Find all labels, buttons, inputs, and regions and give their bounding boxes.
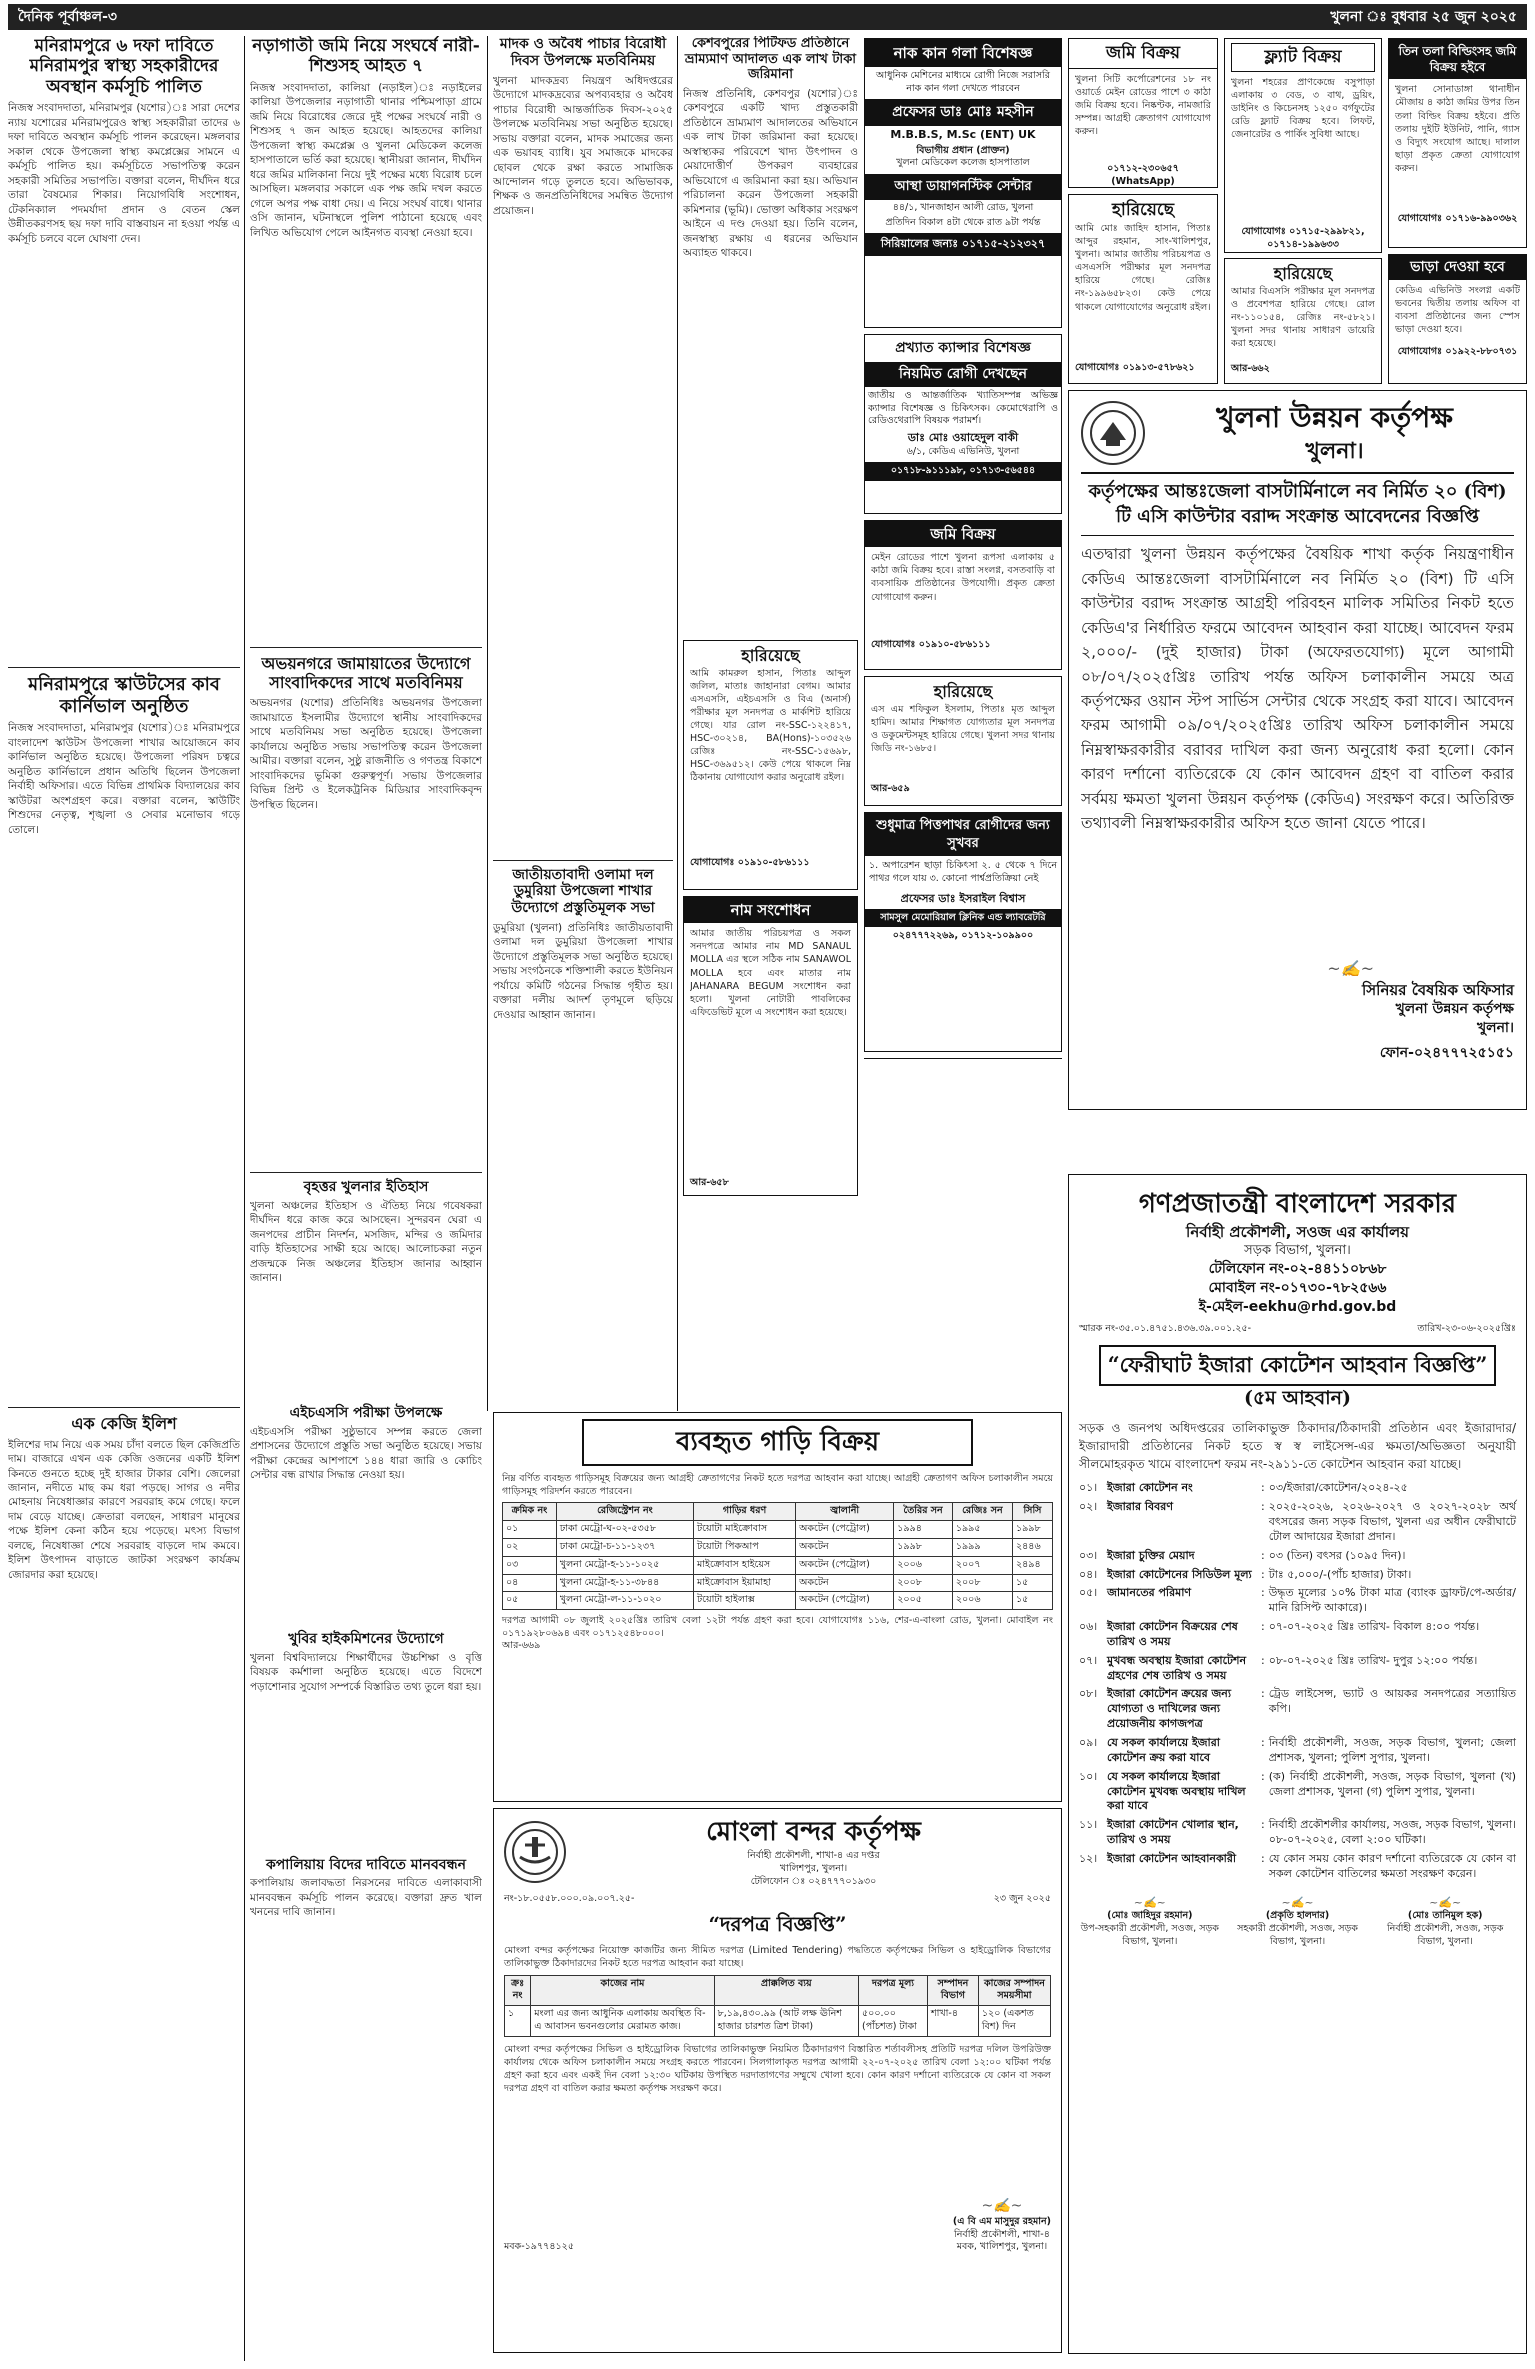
masthead: [8, 4, 1527, 30]
mongla-signer: (এ বি এম মাসুদুর রহমান): [952, 2215, 1051, 2227]
item-colon: :: [1261, 1567, 1265, 1581]
mongla-ref: মবক-১৯৭৭৪১২৫: [504, 2241, 574, 2253]
table-cell: ০৪: [503, 1574, 557, 1592]
item-value: ০৩/ইজারা/কোটেশন/২০২৪-২৫: [1268, 1481, 1408, 1495]
center-name: আস্থা ডায়াগনস্টিক সেন্টার: [865, 174, 1061, 200]
story3-body: খুলনা অঞ্চলের ইতিহাস ও ঐতিহ্য নিয়ে গবেষকরা দীর্ঘদিন ধরে কাজ করে আসছেন। সুন্দরবন ঘেরা এ জনপদের প্রাচীন নিদর্শন, মসজিদ, মন্দির ও জমিদার বাড়ি ইতিহাসের সাক্ষী হয়ে আছে। আলোচকরা নতুন প্রজন্মকে নিজ অঞ্চলের ইতিহাস জানার আহ্বান জানান।: [250, 1199, 482, 1285]
table-cell: টয়োটা হাইলাক্স: [694, 1592, 796, 1610]
gallstone-title: শুধুমাত্র পিত্তপাথর রোগীদের জন্য সুখবর: [865, 813, 1061, 856]
table-cell: অকটেন (পেট্রোল): [796, 1592, 894, 1610]
item-value: নির্বাহী প্রকৌশলী, সওজ, সড়ক বিভাগ, খুলনা; জেলা প্রশাসক, খুলনা; পুলিশ সুপার, খুলনা।: [1268, 1736, 1516, 1764]
item-label: ইজারা কোটেশন নং: [1107, 1481, 1193, 1495]
ad-sub: নিয়মিত রোগী দেখছেন: [865, 362, 1061, 387]
story3-headline: বৃহত্তর খুলনার ইতিহাস: [303, 1179, 429, 1196]
item-value: যে কোন সময় কোন কারণ দর্শানো ব্যতিরেকে যে কোন বা সকল কোটেশন বাতিলের ক্ষমতা সংরক্ষণ করেন।: [1268, 1851, 1516, 1880]
mongla-phone: টেলিফোন ঃ ০২৪৭৭৭০১৯৩০: [750, 1875, 877, 1887]
kda-signature-icon: ~✍~: [1327, 959, 1374, 979]
gov-office: নির্বাহী প্রকৌশলী, সওজ এর কার্যালয়: [1186, 1223, 1409, 1242]
item-label: জামানতের পরিমাণ: [1107, 1586, 1192, 1600]
item-number: ১২।: [1079, 1851, 1098, 1865]
table-cell: ২০০৮: [952, 1574, 1012, 1592]
table-cell: টয়োটা মাইক্রোবাস: [694, 1521, 796, 1539]
list-item: [1079, 1770, 1516, 1815]
car-table-header: গাড়ির ধরণ: [694, 1503, 796, 1521]
item-value: ২০২৫-২০২৬, ২০২৬-২০২৭ ও ২০২৭-২০২৮ অর্থ বৎসরের জন্য সড়ক বিভাগ, খুলনা এর অধীন ফেরীঘাটে টোল আদায়ের ইজারা প্রদান।: [1268, 1500, 1516, 1543]
mongla-signer-place: মবক, খালিশপুর, খুলনা।: [956, 2241, 1048, 2253]
ad-title: প্রখ্যাত ক্যান্সার বিশেষজ্ঞ: [895, 340, 1031, 356]
kda-notice: [1068, 390, 1527, 1110]
table-cell: খুলনা মেট্রো-হ-১১-৩৮৪৪: [556, 1574, 693, 1592]
story1-body: নিজস্ব সংবাদদাতা, মনিরামপুর (যশোর)ঃ সারা দেশের ন্যায় যশোরের মনিরামপুরেও স্বাস্থ্য সহকারীরা তাদের ৬ দফা দাবিতে অবস্থান কর্মসূচি পালন করেছেন। মঙ্গলবার সকাল থেকে উপজেলা স্বাস্থ্য কমপ্লেক্সের সামনে এ কর্মসূচি পালিত হয়। কর্মসূচিতে সভাপতিত্ব করেন সহকারী সমিতির সভাপতি। বক্তারা বলেন, দীর্ঘদিন ধরে তারা বৈষম্যের শিকার। নিয়োগবিধি সংশোধন, টেকনিক্যাল পদমর্যাদা প্রদান ও বেতন স্কেল উন্নীতকরণসহ ছয় দফা দাবি বাস্তবায়ন না হওয়া পর্যন্ত এ কর্মসূচি চলবে বলে ঘোষণা দেন।: [8, 102, 240, 245]
item-number: ০২।: [1079, 1500, 1098, 1514]
sig1-name: (মোঃ জাহিদুর রহমান): [1107, 1910, 1193, 1922]
doctor-address: ৬/১, কেডিএ এভিনিউ, খুলনা: [906, 446, 1020, 458]
item-label: যে সকল কার্যালয়ে ইজারা কোটেশন ক্রয় করা যাবে: [1107, 1736, 1220, 1764]
lost-body: আমার বিএসসি পরীক্ষার মূল সনদপত্র ও প্রবেশপত্র হারিয়ে গেছে। রোল নং-১১০১৫৪, রেজিঃ নং-৫৮২১। খুলনা সদর থানায় সাধারণ ডায়েরি করা হয়েছে।: [1231, 285, 1375, 350]
rent-body: কেডিএ এভিনিউ সংলগ্ন একটি ভবনের দ্বিতীয় তলায় অফিস বা ব্যবসা প্রতিষ্ঠানের জন্য স্পেস ভাড়া দেওয়া হবে।: [1395, 284, 1520, 336]
table-cell: ১৫: [1012, 1574, 1052, 1592]
story2-body: অভয়নগর (যশোর) প্রতিনিধিঃ অভয়নগর উপজেলা জামায়াতে ইসলামীর উদ্যোগে স্থানীয় সাংবাদিকদের সাথে মতবিনিময় সভা অনুষ্ঠিত হয়েছে। উপজেলা কার্যালয়ে অনুষ্ঠিত সভায় সভাপতিত্ব করেন উপজেলা আমীর। বক্তারা বলেন, সুষ্ঠু রাজনীতি ও গণতন্ত্র বিকাশে সাংবাদিকদের ভূমিকা গুরুত্বপূর্ণ। সভায় উপজেলার বিভিন্ন প্রিন্ট ও ইলেকট্রনিক মিডিয়ার সাংবাদিকবৃন্দ উপস্থিত ছিলেন।: [250, 697, 482, 811]
flat-title: ফ্ল্যাট বিক্রয়: [1231, 43, 1375, 72]
list-item: [1079, 1620, 1516, 1650]
table-row: [505, 2006, 1051, 2037]
table-cell: ২৪৯৪: [1012, 1556, 1052, 1574]
mongla-city: খালিশপুর, খুলনা।: [779, 1862, 848, 1874]
table-cell: মাইক্রোবাস ইয়ামাহা: [694, 1574, 796, 1592]
list-item: [1079, 1687, 1516, 1732]
land-body: খুলনা সিটি কর্পোরেশনের ১৮ নং ওয়ার্ডে মেইন রোডের পাশে ৩ কাঠা জমি বিক্রয় হবে। নিষ্কণ্টক, নামজারি সম্পন্ন। আগ্রহী ক্রেতাগণ যোগাযোগ করুন।: [1075, 73, 1211, 138]
story1-body: নিজস্ব প্রতিনিধি, কেশবপুর (যশোর)ঃ কেশবপুরে একটি খাদ্য প্রস্তুতকারী প্রতিষ্ঠানে ভ্রাম্যমাণ আদালতের অভিযানে এক লাখ টাকা জরিমানা করা হয়েছে। অস্বাস্থ্যকর পরিবেশে খাদ্য উৎপাদন ও মেয়াদোত্তীর্ণ উপকরণ ব্যবহারের অভিযোগে এ জরিমানা করা হয়। অভিযান পরিচালনা করেন উপজেলা সহকারী কমিশনার (ভূমি)। ভোক্তা অধিকার সংরক্ষণ আইনে এ দণ্ড দেওয়া হয়। তিনি বলেন, জনস্বাস্থ্য রক্ষায় এ ধরনের অভিযান অব্যাহত থাকবে।: [683, 87, 858, 260]
land-title: জমি বিক্রয়: [865, 521, 1061, 547]
correction-title: নাম সংশোধন: [684, 897, 857, 923]
table-cell: অকটেন (পেট্রোল): [796, 1521, 894, 1539]
doctor-degrees: M.B.B.S, M.Sc (ENT) UK: [890, 127, 1036, 141]
item-colon: :: [1261, 1500, 1265, 1514]
item-colon: :: [1261, 1653, 1265, 1667]
list-item: [1079, 1481, 1516, 1496]
doctor-college: খুলনা মেডিকেল কলেজ হাসপাতাল: [896, 157, 1030, 169]
item-colon: :: [1261, 1620, 1265, 1634]
lost-notice-4: [1224, 258, 1382, 384]
gov-items-list: [1079, 1481, 1516, 1881]
table-cell: ০৫: [503, 1592, 557, 1610]
table-cell: ১২০ (একশত বিশ) দিন: [978, 2006, 1050, 2037]
mongla-signature-icon: ~✍~: [981, 2197, 1023, 2214]
table-cell: মংলা এর জন্য আধুনিক এলাকায় অবস্থিত বি-এ আবাসন ভবনগুলোর মেরামত কাজ।: [531, 2006, 714, 2037]
sig2-title: সহকারী প্রকৌশলী, সওজ, সড়ক বিভাগ, খুলনা।: [1237, 1923, 1358, 1948]
item-number: ০৬।: [1079, 1620, 1098, 1634]
kda-logo-icon: [1081, 401, 1145, 465]
table-cell: ১৯৯৪: [894, 1521, 953, 1539]
land-body: মেইন রোডের পাশে খুলনা রূপসা এলাকায় ৫ কাঠা জমি বিক্রয় হবে। রাস্তা সংলগ্ন, বসতবাড়ি বা ব্যবসায়িক প্রতিষ্ঠানের উপযোগী। প্রকৃত ক্রেতা যোগাযোগ করুন।: [871, 552, 1055, 603]
flat-sale-ad: [1224, 38, 1382, 253]
item-number: ০১।: [1079, 1481, 1098, 1495]
table-cell: ঢাকা মেট্রো-ঘ-০২-৫৩৫৮: [556, 1521, 693, 1539]
gov-email: ই-মেইল-eekhu@rhd.gov.bd: [1198, 1298, 1397, 1315]
sig3-name: (মোঃ তানিমুল হক): [1407, 1910, 1483, 1922]
table-cell: ২০০৮: [894, 1574, 953, 1592]
gov-mobile: মোবাইল নং-০১৭৩০-৭৮২৫৬৬: [1208, 1279, 1387, 1296]
cancer-doctor-ad: [864, 334, 1062, 514]
story1-body: খুলনা মাদকদ্রব্য নিয়ন্ত্রণ অধিদপ্তরের উদ্যোগে মাদকদ্রব্যের অপব্যবহার ও অবৈধ পাচার বিরোধী আন্তর্জাতিক দিবস-২০২৫ উপলক্ষে মতবিনিময় সভা অনুষ্ঠিত হয়েছে। সভায় বক্তারা বলেন, মাদক সমাজের জন্য এক ভয়াবহ ব্যাধি। যুব সমাজকে মাদকের ছোবল থেকে রক্ষা করতে সামাজিক আন্দোলন গড়ে তুলতে হবে। অভিভাবক, শিক্ষক ও জনপ্রতিনিধিদের সমন্বিত উদ্যোগ প্রয়োজন।: [493, 74, 673, 217]
item-value: ০৮-০৭-২০২৫ খ্রিঃ তারিখ- দুপুর ১২:০০ পর্যন্ত।: [1268, 1653, 1478, 1667]
center-hours: প্রতিদিন বিকাল ৪টা থেকে রাত ৯টা পর্যন্ত: [885, 216, 1041, 228]
used-car-sale-notice: [493, 1412, 1062, 1802]
lost-notice-3: [864, 676, 1062, 806]
table-cell: খুলনা মেট্রো-ল-১১-১০২০: [556, 1592, 693, 1610]
doctor-dept: বিভাগীয় প্রধান (প্রাক্তন): [916, 144, 1010, 156]
mongla-title: মোংলা বন্দর কর্তৃপক্ষ: [706, 1817, 921, 1847]
ent-doctor-ad: [864, 38, 1062, 328]
mongla-notice-title: “দরপত্র বিজ্ঞপ্তি”: [708, 1912, 847, 1937]
item-label: ইজারার বিবরণ: [1107, 1500, 1173, 1514]
land-phone: যোগাযোগঃ ০১৯১০-৫৮৬১১১: [871, 639, 991, 651]
car-table-header: সিসি: [1012, 1503, 1052, 1521]
tender-table-header: সম্পাদন বিভাগ: [928, 1975, 979, 2006]
lost-notice-1: [683, 640, 858, 890]
item-label: ইজারা কোটেশন আহবানকারী: [1107, 1851, 1237, 1865]
car-sale-table: [502, 1502, 1053, 1610]
item-number: ০৩।: [1079, 1548, 1098, 1562]
gov-memo: স্মারক নং-৩৫.০১.৪৭৫১.৪৩৬.৩৯.০০১.২৫-: [1079, 1322, 1252, 1334]
gov-title: গণপ্রজাতন্ত্রী বাংলাদেশ সরকার: [1138, 1189, 1457, 1219]
mongla-port-logo-icon: [504, 1821, 566, 1883]
list-item: [1079, 1818, 1516, 1848]
table-row: [503, 1574, 1053, 1592]
tender-table-header: দরপত্র মূল্য: [859, 1975, 928, 2006]
lost-ref: আর-৬৬২: [1231, 362, 1270, 374]
gov-notice-sub: (৫ম আহবান): [1243, 1386, 1352, 1409]
paper-name: দৈনিক পূর্বাঞ্চল-৩: [18, 8, 117, 25]
kda-title: খুলনা উন্নয়ন কর্তৃপক্ষ: [1216, 401, 1453, 434]
table-cell: ১৯৯৫: [952, 1521, 1012, 1539]
item-label: মুখবন্ধ অবস্থায় ইজারা কোটেশন গ্রহণের শেষ তারিখ ও সময়: [1107, 1653, 1247, 1682]
tender-table-header: প্রাক্কলিত ব্যয়: [714, 1975, 858, 2006]
mongla-intro: মোংলা বন্দর কর্তৃপক্ষের নিয়োক্ত কাজটির জন্য সীমিত দরপত্র (Limited Tendering) পদ্ধতিতে কর্তৃপক্ষের সিভিল ও হাইড্রোলিক বিভাগের তালিকাভুক্ত ঠিকাদারদের নিকট হতে দরপত্র আহবান করা যাচ্ছে।: [504, 1945, 1051, 1970]
column-1: [8, 36, 240, 2356]
column-3: [493, 36, 673, 1406]
item-value: উদ্ধৃত মূল্যের ১০% টাকা মাত্র (ব্যাংক ড্রাফট/পে-অর্ডার/মানি রিসিপ্ট আকারে)।: [1268, 1586, 1516, 1615]
car-sale-intro: নিম্ন বর্ণিত ব্যবহৃত গাড়িসমূহ বিক্রয়ের জন্য আগ্রহী ক্রেতাগণের নিকট হতে দরপত্র আহবান করা যাচ্ছে। আগ্রহী ক্রেতাগণ অফিস চলাকালীন সময়ে গাড়িসমূহ পরিদর্শন করতে পারবেন।: [502, 1473, 1053, 1498]
sig1-title: উপ-সহকারী প্রকৌশলী, সওজ, সড়ক বিভাগ, খুলনা।: [1080, 1923, 1219, 1948]
building-title: তিন তলা বিল্ডিংসহ জমি বিক্রয় হইবে: [1389, 39, 1526, 79]
lost-phone: যোগাযোগঃ ০১৯১০-৫৮৬১১১: [690, 856, 810, 868]
story1-headline: কেশবপুরের পিটিফড প্রতিষ্ঠানে ভ্রাম্যমাণ আদালত এক লাখ টাকা জরিমানা: [684, 36, 857, 83]
item-colon: :: [1261, 1851, 1265, 1865]
story4-headline: এইচএসসি পরীক্ষা উপলক্ষে: [289, 1404, 443, 1421]
story3-body: ইলিশের দাম নিয়ে এক সময় চাঁদা বলতে ছিল কেজিপ্রতি দাম। বাজারে এখন এক কেজি ওজনের একটি ইলিশ কিনতে গুনতে হচ্ছে দুই হাজার টাকার বেশি। জেলেরা জানান, নদীতে মাছ কম ধরা পড়ছে। সাগর ও নদীর মোহনায় নিষেধাজ্ঞার কারণে সরবরাহ কমে গেছে। ফলে দাম বেড়ে যাচ্ছে। ক্রেতারা বলছেন, সাধারণ মানুষের পক্ষে ইলিশ কেনা কঠিন হয়ে পড়েছে। মৎস্য বিভাগ বলছে, নিষেধাজ্ঞা শেষে সরবরাহ বাড়লে দাম কমবে। ইলিশ উৎপাদন বাড়াতে জাটকা সংরক্ষণ কার্যক্রম জোরদার করা হয়েছে।: [8, 1438, 240, 1581]
mongla-signer-title: নির্বাহী প্রকৌশলী, শাখা-৪: [954, 2228, 1050, 2240]
table-row: [503, 1556, 1053, 1574]
sig3-signature-icon: ~✍~: [1429, 1895, 1462, 1909]
table-cell: ১৯৯৮: [1012, 1521, 1052, 1539]
lost-ref: আর-৬৫৯: [871, 782, 910, 794]
lost-title: হারিয়েছে: [1111, 200, 1175, 220]
rent-title: ভাড়া দেওয়া হবে: [1389, 255, 1526, 280]
item-label: ইজারা চুক্তির মেয়াদ: [1107, 1548, 1195, 1562]
kda-subject: কর্তৃপক্ষের আন্তঃজেলা বাসটার্মিনালে নব নির্মিত ২০ (বিশ) টি এসি কাউন্টার বরাদ্দ সংক্রান্ত আবেদনের বিজ্ঞপ্তি: [1088, 481, 1507, 527]
sig2-signature-icon: ~✍~: [1281, 1895, 1314, 1909]
item-colon: :: [1261, 1548, 1265, 1562]
tender-table-header: কাজের সম্পাদন সময়সীমা: [978, 1975, 1050, 2006]
story6-body: কপালিয়ায় জলাবদ্ধতা নিরসনের দাবিতে এলাকাবাসী মানববন্ধন কর্মসূচি পালন করেছে। বক্তারা দ্রুত খাল খননের দাবি জানান।: [250, 1877, 482, 1919]
table-cell: ঢাকা মেট্রো-চ-১১-১২৩৭: [556, 1538, 693, 1556]
doctor-phone: ০১৭১৮-৯১১১৯৮, ০১৭১৩-৫৬৫৪৪: [865, 462, 1061, 481]
car-table-header: জ্বালানী: [796, 1503, 894, 1521]
item-value: (ক) নির্বাহী প্রকৌশলী, সওজ, সড়ক বিভাগ, খুলনা (খ) জেলা প্রশাসক, খুলনা (গ) পুলিশ সুপার, খুলনা।: [1268, 1769, 1516, 1798]
lost-phone: যোগাযোগঃ ০১৯১৩-৫৭৮৬২১: [1075, 361, 1195, 373]
kda-signer: সিনিয়র বৈষয়িক অফিসার: [1361, 980, 1514, 999]
item-number: ১১।: [1079, 1818, 1098, 1832]
tender-table-header: ক্রঃ নং: [505, 1975, 531, 2006]
story2-headline: জাতীয়তাবাদী ওলামা দল ডুমুরিয়া উপজেলা শাখার উদ্যোগে প্রস্তুতিমূলক সভা: [511, 866, 655, 917]
lost-title: হারিয়েছে: [741, 646, 800, 665]
lost-body: এস এম শফিকুল ইসলাম, পিতাঃ মৃত আব্দুল হামিদ। আমার শিক্ষাগত যোগ্যতার মূল সনদপত্র ও ডকুমেন্টসমূহ হারিয়ে গেছে। খুলনা সদর থানায় জিডি নং-১৬৮৫।: [871, 703, 1055, 754]
item-number: ০৮।: [1079, 1687, 1098, 1701]
table-cell: ২০০৫: [894, 1592, 953, 1610]
doctor-name: প্রফেসর ডাঃ মোঃ মহসীন: [865, 99, 1061, 126]
item-colon: :: [1261, 1818, 1265, 1832]
column-2: [250, 36, 482, 2356]
car-table-header: রেজিঃ সন: [952, 1503, 1012, 1521]
rhd-ferry-notice: [1068, 1174, 1527, 2354]
item-label: ইজারা কোটেশন বিক্রয়ের শেষ তারিখ ও সময়: [1107, 1620, 1238, 1648]
kda-org: খুলনা উন্নয়ন কর্তৃপক্ষ: [1395, 1000, 1514, 1017]
table-cell: ৮,১৯,৪৩০.৯৯ (আট লক্ষ ঊনিশ হাজার চারশত ত্রিশ টাকা): [714, 2006, 858, 2037]
story2-headline: অভয়নগরে জামায়াতের উদ্যোগে সাংবাদিকদের সাথে মতবিনিময়: [261, 653, 471, 692]
table-cell: ৫০০.০০ (পাঁচশত) টাকা: [859, 2006, 928, 2037]
rent-ad: [1388, 254, 1527, 384]
sig1-signature-icon: ~✍~: [1133, 1895, 1166, 1909]
item-value: নির্বাহী প্রকৌশলীর কার্যালয়, সওজ, সড়ক বিভাগ, খুলনা। ০৮-০৭-২০২৫, বেলা ২:০০ ঘটিকা।: [1268, 1818, 1516, 1847]
table-cell: মাইক্রোবাস হাইয়েস: [694, 1556, 796, 1574]
dateline: খুলনা ঃ বুধবার ২৫ জুন ২০২৫: [1330, 8, 1517, 25]
item-number: ০৪।: [1079, 1567, 1098, 1581]
mongla-port-notice: [493, 1808, 1062, 2353]
table-cell: ০৩: [503, 1556, 557, 1574]
item-label: ইজারা কোটেশন খোলার স্থান, তারিখ ও সময়: [1107, 1818, 1239, 1847]
gallstone-center: সামসুল মেমোরিয়াল ক্লিনিক এন্ড ল্যাবরেটরি: [865, 909, 1061, 928]
table-cell: শাখা-৪: [928, 2006, 979, 2037]
mongla-tender-table: [504, 1975, 1051, 2037]
kda-phone: ফোন-০২৪৭৭৭২৫১৫১: [1379, 1044, 1514, 1061]
gallstone-phone: ০২৪৭৭৭২২৬৯, ০১৭১২-১০৯৯০০: [892, 930, 1034, 942]
list-item: [1079, 1654, 1516, 1684]
story1-headline: নড়াগাতী জমি নিয়ে সংঘর্ষে নারী-শিশুসহ আহত ৭: [252, 36, 480, 77]
gallstone-ad: [864, 812, 1062, 1052]
ad-sub: আধুনিক মেশিনের মাধ্যমে রোগী নিজে সরাসরি নাক কান গলা দেখতে পারবেন: [876, 70, 1050, 95]
item-colon: :: [1261, 1586, 1265, 1600]
kda-body: এতদ্বারা খুলনা উন্নয়ন কর্তৃপক্ষের বৈষয়িক শাখা কর্তৃক নিয়ন্ত্রণাধীন কেডিএ আন্তঃজেলা বাসটার্মিনালে নব নির্মিত ২০ (বিশ) টি এসি কাউন্টার বরাদ্দ সংক্রান্ত আগ্রহী পরিবহন মালিক সমিতির নিকট হতে কেডিএ'র নির্ধারিত ফরমে আবেদন আহবান করা যাচ্ছে। আবেদন ফরম ২,০০০/- (দুই হাজার) টাকা (অফেরতযোগ্য) মূলে আগামী ০৮/০৭/২০২৫খ্রিঃ তারিখ পর্যন্ত অফিস চলাকালীন সময়ে অত্র কর্তৃপক্ষের ওয়ান স্টপ সার্ভিস সেন্টার থেকে সংগ্রহ করা যাবে। আবেদন ফরম আগামী ০৯/০৭/২০২৫খ্রিঃ তারিখ অফিস চলাকালীন সময়ে নিম্নস্বাক্ষরকারীর বরাবর দাখিল করা জন্য অনুরোধ করা হলো। কোন কারণ দর্শানো ব্যতিরেকে যে কোন আবেদন গ্রহণ বা বাতিল করার সর্বময় ক্ষমতা খুলনা উন্নয়ন কর্তৃপক্ষ (কেডিএ) সংরক্ষণ করে। অতিরিক্ত তথ্যাবলী নিম্নস্বাক্ষরকারীর অফিস হতে জানা যেতে পারে।: [1081, 545, 1514, 833]
car-table-header: ক্রমিক নং: [503, 1503, 557, 1521]
gov-intro: সড়ক ও জনপথ অধিদপ্তরের তালিকাভুক্ত ঠিকাদার/ঠিকাদারী প্রতিষ্ঠান এবং ইজারাদার/ইজারাদারী প্রতিষ্ঠানের নিকট হতে স্ব স্ব লাইসেন্স-এর ক্ষমতা/অভিজ্ঞতা অনুযায়ী সীলমোহরকৃত খামে বাংলাদেশ ফরম নং-২৯১১-তে কোটেশন আহবান করা যাচ্ছে।: [1079, 1421, 1516, 1472]
table-cell: অকটেন: [796, 1538, 894, 1556]
table-cell: টয়োটা পিকআপ: [694, 1538, 796, 1556]
item-colon: :: [1261, 1687, 1265, 1701]
table-cell: ০২: [503, 1538, 557, 1556]
lost-body: আমি কামরুল হাসান, পিতাঃ আব্দুল জলিল, মাতাঃ জাহানারা বেগম। আমার এসএসসি, এইচএসসি ও বিএ (অনার্স) পরীক্ষার মূল সনদপত্র ও মার্কশিট হারিয়ে গেছে। যার রোল নং-SSC-১২২৪১৭, HSC-৩০২১৪, BA(Hons)-১০৩৫২৬ রেজিঃ নং-SSC-১৫৬৯৮, HSC-৩৬৯৫১২। কেউ পেয়ে থাকলে নিম্ন ঠিকানায় যোগাযোগ করার অনুরোধ রইল।: [690, 667, 851, 784]
center-address: ৪৪/১, খানজাহান আলী রোড, খুলনা: [892, 201, 1034, 213]
list-item: [1079, 1500, 1516, 1545]
lost-title: হারিয়েছে: [1273, 264, 1333, 283]
column-4: [683, 36, 858, 636]
table-row: [503, 1521, 1053, 1539]
item-number: ০৯।: [1079, 1736, 1098, 1750]
tender-table-header: কাজের নাম: [531, 1975, 714, 2006]
story1-body: নিজস্ব সংবাদদাতা, কালিয়া (নড়াইল)ঃ নড়াইলের কালিয়া উপজেলার নড়াগাতী থানার পশ্চিমপাড়া গ্রামে জমি নিয়ে বিরোধের জেরে দুই পক্ষের সংঘর্ষে নারী ও শিশুসহ ৭ জন আহত হয়েছে। আহতদের কালিয়া উপজেলা স্বাস্থ্য কমপ্লেক্স ও খুলনা মেডিকেল কলেজ হাসপাতালে ভর্তি করা হয়েছে। স্থানীয়রা জানান, দীর্ঘদিন ধরে জমির মালিকানা নিয়ে দুই পক্ষের মধ্যে বিরোধ চলে আসছিল। মঙ্গলবার সকালে এক পক্ষ জমি দখল করতে গেলে অপর পক্ষ বাধা দেয়। এ নিয়ে সংঘর্ষ বাধে। থানার ওসি জানান, ঘটনাস্থলে পুলিশ পাঠানো হয়েছে এবং লিখিত অভিযোগ পেলে আইনগত ব্যবস্থা নেওয়া হবে।: [250, 81, 482, 239]
mongla-memo: নং-১৮.০৫৫৮.০০০.০৯.০০৭.২৫-: [504, 1892, 635, 1904]
story4-body: এইচএসসি পরীক্ষা সুষ্ঠুভাবে সম্পন্ন করতে জেলা প্রশাসনের উদ্যোগে প্রস্তুতি সভা অনুষ্ঠিত হয়েছে। সভায় পরীক্ষা কেন্দ্রের আশপাশে ১৪৪ ধারা জারি ও কোচিং সেন্টার বন্ধ রাখার সিদ্ধান্ত নেওয়া হয়।: [250, 1425, 482, 1482]
story2-headline: মনিরামপুরে স্কাউটসের কাব কার্নিভাল অনুষ্ঠিত: [28, 674, 220, 717]
item-colon: :: [1261, 1736, 1265, 1750]
name-correction-notice: [683, 896, 858, 1196]
flat-phone: যোগাযোগঃ ০১৭১৫-২৯৯৮২১, ০১৭১৪-১৯৯৬৩৩: [1241, 225, 1365, 250]
gov-tel: টেলিফোন নং-০২-৪৪১১০৮৬৮: [1208, 1260, 1387, 1277]
land-sale-ad-1: [1068, 38, 1218, 188]
mongla-dept: নির্বাহী প্রকৌশলী, শাখা-৪ এর দপ্তর: [747, 1850, 880, 1862]
table-cell: অকটেন (পেট্রোল): [796, 1556, 894, 1574]
car-sale-footer: দরপত্র আগামী ০৮ জুলাই ২০২৫খ্রিঃ তারিখ বেলা ১২টা পর্যন্ত গ্রহণ করা হবে। যোগাযোগঃ ১১৬, শের-এ-বাংলা রোড, খুলনা। মোবাইল নং ০১৭১৯২৮০৬৯৪ এবং ০১৭১২৫৪৮০০০।: [502, 1615, 1053, 1640]
item-colon: :: [1261, 1481, 1265, 1495]
story1-headline: মনিরামপুরে ৬ দফা দাবিতে মনিরামপুর স্বাস্থ্য সহকারীদের অবস্থান কর্মসূচি পালিত: [29, 36, 219, 97]
item-value: ট্রেড লাইসেন্স, ভ্যাট ও আয়কর সনদপত্রের সত্যায়িত কপি।: [1268, 1687, 1516, 1716]
table-cell: ০১: [503, 1521, 557, 1539]
gallstone-doctor: প্রফেসর ডাঃ ইসরাইল বিশ্বাস: [900, 891, 1026, 905]
story2-body: ডুমুরিয়া (খুলনা) প্রতিনিধিঃ জাতীয়তাবাদী ওলামা দল ডুমুরিয়া উপজেলা শাখার উদ্যোগে প্রস্তুতিমূলক সভা অনুষ্ঠিত হয়েছে। সভায় সংগঠনকে শক্তিশালী করতে ইউনিয়ন পর্যায়ে কমিটি গঠনের সিদ্ধান্ত গৃহীত হয়। বক্তারা দলীয় আদর্শ তৃণমূলে ছড়িয়ে দেওয়ার আহ্বান জানান।: [493, 921, 673, 1021]
item-label: যে সকল কার্যালয়ে ইজারা কোটেশন মুখবন্ধ অবস্থায় দাখিল করা যাবে: [1107, 1769, 1246, 1813]
table-cell: অকটেন: [796, 1574, 894, 1592]
item-number: ১০।: [1079, 1769, 1098, 1783]
car-sale-title: ব্যবহৃত গাড়ি বিক্রয়: [582, 1419, 973, 1466]
table-cell: ২০০৬: [952, 1592, 1012, 1610]
story6-headline: কপালিয়ায় বিদের দাবিতে মানববন্ধন: [265, 1856, 466, 1873]
item-number: ০৭।: [1079, 1653, 1098, 1667]
gov-notice-title: “ফেরীঘাট ইজারা কোটেশন আহবান বিজ্ঞপ্তি”: [1099, 1345, 1496, 1385]
mongla-date: ২৩ জুন ২০২৫: [993, 1892, 1051, 1904]
mongla-body: মোংলা বন্দর কর্তৃপক্ষের সিভিল ও হাইড্রোলিক বিভাগের তালিকাভুক্ত নিয়মিত ঠিকাদারগণ বিস্তারিত শর্তাবলীসহ প্রতিটি দরপত্র দলিল উপরিউক্ত কার্যালয় থেকে অফিস চলাকালীন সময়ে সংগ্রহ করতে পারবেন। সিলগালাকৃত দরপত্র আগামী ২২-০৭-২০২৫ তারিখ বেলা ১২:০০ ঘটিকা পর্যন্ত গ্রহণ করা হবে এবং একই দিন বেলা ১২:৩০ ঘটিকায় উপস্থিত দরদাতাগণের সম্মুখে খোলা হবে। কোন কারণ দর্শানো ব্যতিরেকে যে কোন বা সকল দরপত্র গ্রহণ বা বাতিল করার ক্ষমতা কর্তৃপক্ষ সংরক্ষণ করে।: [504, 2043, 1051, 2095]
table-cell: ২০০৭: [952, 1556, 1012, 1574]
list-item: [1079, 1549, 1516, 1564]
table-cell: ২০০৬: [894, 1556, 953, 1574]
table-cell: ১৯৯৯: [952, 1538, 1012, 1556]
story2-body: নিজস্ব সংবাদদাতা, মনিরামপুর (যশোর)ঃ মনিরামপুরে বাংলাদেশ স্কাউটস উপজেলা শাখার আয়োজনে কাব কার্নিভাল অনুষ্ঠিত হয়েছে। উপজেলা পরিষদ চত্বরে অনুষ্ঠিত কার্নিভালে প্রধান অতিথি ছিলেন উপজেলা নির্বাহী অফিসার। এতে বিভিন্ন প্রাথমিক বিদ্যালয়ের কাব স্কাউটরা অংশগ্রহণ করে। বক্তারা বলেন, স্কাউটিং শিশুদের নেতৃত্ব, শৃঙ্খলা ও সেবার মনোভাব গড়ে তোলে।: [8, 722, 240, 836]
lost-body: আমি মোঃ জাহিদ হাসান, পিতাঃ আব্দুর রহমান, সাং-খালিশপুর, খুলনা। আমার জাতীয় পরিচয়পত্র ও এসএসসি পরীক্ষার মূল সনদপত্র হারিয়ে গেছে। রেজিঃ নং-১৯৯৬৫৮২৩। কেউ পেয়ে থাকলে যোগাযোগের অনুরোধ রইল।: [1075, 222, 1211, 313]
lost-title: হারিয়েছে: [933, 682, 993, 701]
land-phone: ০১৭১২-২৩০৬৫৭ (WhatsApp): [1107, 162, 1179, 187]
ad-title: নাক কান গলা বিশেষজ্ঞ: [865, 39, 1061, 67]
gov-div: সড়ক বিভাগ, খুলনা।: [1244, 1243, 1351, 1259]
story1-headline: মাদক ও অবৈধ পাচার বিরোধী দিবস উপলক্ষে মতবিনিময়: [499, 36, 667, 69]
correction-ref: আর-৬৫৮: [690, 1177, 729, 1189]
table-cell: ১৫: [1012, 1592, 1052, 1610]
land-sale-ad-2: [864, 520, 1062, 670]
building-body: খুলনা সোনাডাঙ্গা থানাধীন মৌজায় ৪ কাঠা জমির উপর তিন তলা বিল্ডিং বিক্রয় হইবে। প্রতি তলায় দুইটি ইউনিট, পানি, গ্যাস ও বিদ্যুৎ সংযোগ আছে। দালাল ছাড়া প্রকৃত ক্রেতা যোগাযোগ করুন।: [1395, 84, 1520, 175]
item-number: ০৫।: [1079, 1586, 1098, 1600]
land-title: জমি বিক্রয়: [1069, 39, 1217, 69]
correction-body: আমার জাতীয় পরিচয়পত্র ও সকল সনদপত্রে আমার নাম MD SANAUL MOLLA এর স্থলে সঠিক নাম SANAWOL MOLLA হবে এবং মাতার নাম JAHANARA BEGUM সংশোধন করা হলো। খুলনা নোটারী পাবলিকের এফিডেভিট মূলে এ সংশোধন করা হয়েছে।: [690, 928, 851, 1018]
gallstone-body: ১. অপারেশন ছাড়া চিকিৎসা ২. ৫ থেকে ৭ দিনে পাথর গলে যায় ৩. কোনো পার্শ্বপ্রতিক্রিয়া নেই: [869, 860, 1057, 884]
building-phone: যোগাযোগঃ ০১৭১৬-৯৯০৩৬২: [1397, 213, 1518, 225]
table-row: [503, 1538, 1053, 1556]
list-item: [1079, 1586, 1516, 1616]
table-cell: খুলনা মেট্রো-হ-১১-১০২৫: [556, 1556, 693, 1574]
story3-headline: এক কেজি ইলিশ: [71, 1414, 177, 1434]
table-cell: ১৯৯৮: [894, 1538, 953, 1556]
kda-city: খুলনা।: [1305, 437, 1364, 464]
item-value: ০৩ (তিন) বৎসর (১০৯৫ দিন)।: [1268, 1548, 1406, 1562]
item-label: ইজারা কোটেশনের সিডিউল মূল্য: [1107, 1567, 1252, 1581]
car-sale-ref: আর-৬৬৯: [502, 1640, 541, 1652]
sig3-title: নির্বাহী প্রকৌশলী, সওজ, সড়ক বিভাগ, খুলনা।: [1386, 1923, 1504, 1948]
item-value: ০৭-০৭-২০২৫ খ্রিঃ তারিখ- বিকাল ৪:০০ পর্যন্ত।: [1268, 1620, 1480, 1634]
item-label: ইজারা কোটেশন ক্রয়ের জন্য যোগ্যতা ও দাখিলের জন্য প্রয়োজনীয় কাগজপত্র: [1107, 1687, 1232, 1731]
item-value: টাঃ ৫,০০০/-(পাঁচ হাজার) টাকা।: [1268, 1567, 1412, 1581]
flat-body: খুলনা শহরের প্রাণকেন্দ্রে বসুপাড়া এলাকায় ৩ বেড, ৩ বাথ, ড্রয়িং, ডাইনিং ও কিচেনসহ ১২৫০ বর্গফুটের রেডি ফ্ল্যাট বিক্রয় হবে। লিফট, জেনারেটর ও পার্কিং সুবিধা আছে।: [1231, 76, 1375, 141]
serial-phone: সিরিয়ালের জন্যঃ ০১৭১৫-২১২৩২৭: [865, 233, 1061, 256]
doctor-name: ডাঃ মোঃ ওয়াহেদুল বাকী: [907, 431, 1019, 445]
lost-notice-2: [1068, 194, 1218, 384]
list-item: [1079, 1852, 1516, 1882]
list-item: [1079, 1736, 1516, 1766]
item-colon: :: [1261, 1769, 1265, 1783]
rent-phone: যোগাযোগঃ ০১৯২২-৮৮০৭৩১: [1397, 345, 1518, 357]
ad-body: জাতীয় ও আন্তর্জাতিক খ্যাতিসম্পন্ন অভিজ্ঞ ক্যান্সার বিশেষজ্ঞ ও চিকিৎসক। কেমোথেরাপি ও রেডিওথেরাপি বিষয়ক পরামর্শ।: [868, 389, 1058, 427]
car-table-header: রেজিস্ট্রেশন নং: [556, 1503, 693, 1521]
gov-date: তারিখ-২৩-০৬-২০২৫খ্রিঃ: [1417, 1322, 1516, 1334]
table-cell: ২৪৪৬: [1012, 1538, 1052, 1556]
list-item: [1079, 1568, 1516, 1583]
building-sale-ad: [1388, 38, 1527, 248]
kda-city2: খুলনা।: [1476, 1019, 1514, 1036]
car-table-header: তৈরির সন: [894, 1503, 953, 1521]
table-row: [503, 1592, 1053, 1610]
story5-headline: খুবির হাইকমিশনের উদ্যোগে: [288, 1630, 444, 1647]
sig2-name: (প্রকৃতি হালদার): [1265, 1910, 1330, 1922]
table-cell: ১: [505, 2006, 531, 2037]
story5-body: খুলনা বিশ্ববিদ্যালয়ে শিক্ষার্থীদের উচ্চশিক্ষা ও বৃত্তি বিষয়ক কর্মশালা অনুষ্ঠিত হয়েছে। এতে বিদেশে পড়াশোনার সুযোগ সম্পর্কে বিস্তারিত তথ্য তুলে ধরা হয়।: [250, 1651, 482, 1693]
